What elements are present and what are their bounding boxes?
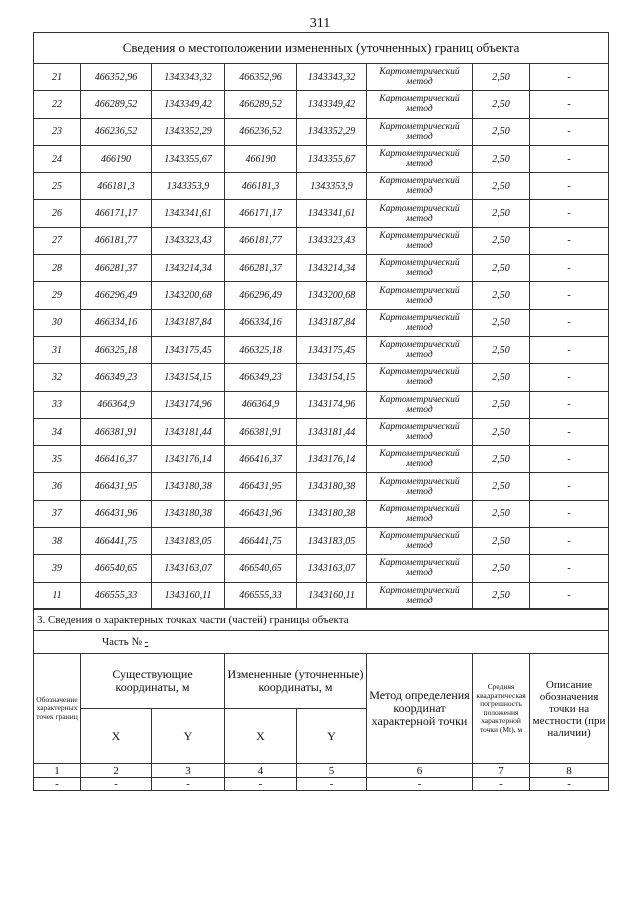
table-cell: 1343176,14 xyxy=(297,446,367,473)
table-cell: - xyxy=(530,418,609,445)
table-cell: 1343183,05 xyxy=(152,528,225,555)
table-title: Сведения о местоположении измененных (уточненных) границ объекта xyxy=(34,33,609,64)
table-row xyxy=(34,582,609,609)
table-cell: 466352,96 xyxy=(81,64,152,91)
table-cell: 11 xyxy=(34,582,81,609)
table-cell: 1343214,34 xyxy=(152,255,225,282)
table-cell: Картометрический метод xyxy=(367,309,473,336)
table-cell: - xyxy=(34,778,81,791)
table-cell: Картометрический метод xyxy=(367,391,473,418)
table-cell: 466181,77 xyxy=(225,227,297,254)
table-cell: - xyxy=(530,500,609,527)
table-row xyxy=(34,64,609,91)
table-cell: 2,50 xyxy=(473,282,530,309)
table-cell: 2,50 xyxy=(473,118,530,145)
header-x-existing: X xyxy=(81,709,152,764)
table-cell: - xyxy=(530,200,609,227)
table-cell: 1343187,84 xyxy=(152,309,225,336)
table-cell: 1343176,14 xyxy=(152,446,225,473)
table-cell: - xyxy=(530,778,609,791)
table-cell: 466289,52 xyxy=(81,91,152,118)
table-cell: 1343353,9 xyxy=(297,173,367,200)
column-number: 8 xyxy=(530,764,609,778)
column-number: 4 xyxy=(225,764,297,778)
table-cell: 2,50 xyxy=(473,255,530,282)
column-number: 5 xyxy=(297,764,367,778)
table-cell: - xyxy=(530,255,609,282)
table-cell: 466236,52 xyxy=(225,118,297,145)
table-row xyxy=(34,336,609,363)
table-cell: - xyxy=(152,778,225,791)
table-cell: 1343323,43 xyxy=(297,227,367,254)
header-x-changed: X xyxy=(225,709,297,764)
table-cell: 2,50 xyxy=(473,364,530,391)
table-cell: - xyxy=(367,778,473,791)
table-row xyxy=(34,91,609,118)
table-cell: 466416,37 xyxy=(81,446,152,473)
table-cell: 1343200,68 xyxy=(297,282,367,309)
table-cell: 466349,23 xyxy=(225,364,297,391)
table-cell: - xyxy=(225,778,297,791)
header-description: Описание обозначения точки на местности (при наличии) xyxy=(530,654,609,764)
table-row xyxy=(34,173,609,200)
table-cell: 1343163,07 xyxy=(152,555,225,582)
table-cell: - xyxy=(530,446,609,473)
table-cell: 32 xyxy=(34,364,81,391)
table-cell: 466190 xyxy=(81,145,152,172)
table-row xyxy=(34,555,609,582)
table-cell: 1343187,84 xyxy=(297,309,367,336)
page-number: 311 xyxy=(309,16,331,31)
table-cell: 1343175,45 xyxy=(297,336,367,363)
table-cell: 2,50 xyxy=(473,555,530,582)
table-cell: 1343180,38 xyxy=(297,473,367,500)
table-row xyxy=(34,500,609,527)
table-cell: 37 xyxy=(34,500,81,527)
table-cell: Картометрический метод xyxy=(367,555,473,582)
table-cell: 1343341,61 xyxy=(152,200,225,227)
table-cell: - xyxy=(530,173,609,200)
table-cell: - xyxy=(530,282,609,309)
table-cell: 466281,37 xyxy=(81,255,152,282)
table-cell: 466171,17 xyxy=(81,200,152,227)
table-cell: 466416,37 xyxy=(225,446,297,473)
table-cell: - xyxy=(530,473,609,500)
table-cell: 466540,65 xyxy=(225,555,297,582)
table-cell: 30 xyxy=(34,309,81,336)
table-row xyxy=(34,255,609,282)
table-row xyxy=(34,145,609,172)
boundary-points-table xyxy=(33,32,609,610)
table-cell: 26 xyxy=(34,200,81,227)
table-cell: - xyxy=(297,778,367,791)
column-number: 7 xyxy=(473,764,530,778)
table-cell: 29 xyxy=(34,282,81,309)
table-cell: 31 xyxy=(34,336,81,363)
table-cell: 1343183,05 xyxy=(297,528,367,555)
table-cell: 1343349,42 xyxy=(297,91,367,118)
table-cell: 21 xyxy=(34,64,81,91)
table-cell: 466364,9 xyxy=(225,391,297,418)
table-row xyxy=(34,227,609,254)
table-cell: - xyxy=(473,778,530,791)
table-cell: 2,50 xyxy=(473,64,530,91)
table-cell: 466181,3 xyxy=(225,173,297,200)
table-cell: 1343174,96 xyxy=(297,391,367,418)
table-cell: 22 xyxy=(34,91,81,118)
table-cell: 2,50 xyxy=(473,473,530,500)
table-cell: - xyxy=(530,64,609,91)
header-y-existing: Y xyxy=(152,709,225,764)
table-cell: 1343175,45 xyxy=(152,336,225,363)
table-cell: 1343154,15 xyxy=(152,364,225,391)
table-cell: Картометрический метод xyxy=(367,64,473,91)
table-cell: 35 xyxy=(34,446,81,473)
table-cell: - xyxy=(530,118,609,145)
table-cell: 2,50 xyxy=(473,418,530,445)
table-cell: 2,50 xyxy=(473,528,530,555)
part-label: Часть № xyxy=(102,636,142,648)
table-cell: Картометрический метод xyxy=(367,582,473,609)
table-cell: 34 xyxy=(34,418,81,445)
table-cell: 1343341,61 xyxy=(297,200,367,227)
table-row xyxy=(34,118,609,145)
table-row xyxy=(34,282,609,309)
table-cell: - xyxy=(530,364,609,391)
table-cell: 1343163,07 xyxy=(297,555,367,582)
table-cell: Картометрический метод xyxy=(367,446,473,473)
table-cell: 1343160,11 xyxy=(297,582,367,609)
part-value: - xyxy=(144,636,149,648)
table-cell: 466190 xyxy=(225,145,297,172)
section-title: 3. Сведения о характерных точках части (частей) границы объекта xyxy=(34,609,609,631)
table-cell: 1343349,42 xyxy=(152,91,225,118)
column-number: 1 xyxy=(34,764,81,778)
table-row xyxy=(34,473,609,500)
table-cell: 24 xyxy=(34,145,81,172)
table-cell: 27 xyxy=(34,227,81,254)
table-row xyxy=(34,446,609,473)
column-number: 3 xyxy=(152,764,225,778)
table-cell: 2,50 xyxy=(473,227,530,254)
table-cell: 466181,77 xyxy=(81,227,152,254)
table-cell: Картометрический метод xyxy=(367,418,473,445)
header-y-changed: Y xyxy=(297,709,367,764)
table-cell: 1343352,29 xyxy=(152,118,225,145)
header-existing-coords: Существующие координаты, м xyxy=(81,654,225,709)
table-cell: 466289,52 xyxy=(225,91,297,118)
table-cell: 466334,16 xyxy=(225,309,297,336)
table-cell: Картометрический метод xyxy=(367,255,473,282)
table-cell: 2,50 xyxy=(473,500,530,527)
table-row xyxy=(34,418,609,445)
table-row xyxy=(34,778,609,791)
table-row xyxy=(34,391,609,418)
table-cell: 466540,65 xyxy=(81,555,152,582)
table-cell: - xyxy=(530,91,609,118)
table-cell: 39 xyxy=(34,555,81,582)
table-cell: Картометрический метод xyxy=(367,364,473,391)
table-cell: 1343154,15 xyxy=(297,364,367,391)
table-cell: - xyxy=(530,555,609,582)
table-cell: 23 xyxy=(34,118,81,145)
table-cell: 1343200,68 xyxy=(152,282,225,309)
header-method: Метод определения координат характерной точки xyxy=(367,654,473,764)
table-cell: 1343180,38 xyxy=(152,500,225,527)
table-cell: 466441,75 xyxy=(81,528,152,555)
column-number: 2 xyxy=(81,764,152,778)
table-cell: - xyxy=(530,582,609,609)
table-cell: 1343353,9 xyxy=(152,173,225,200)
table-cell: 1343180,38 xyxy=(297,500,367,527)
table-cell: 1343180,38 xyxy=(152,473,225,500)
table-cell: 1343343,32 xyxy=(152,64,225,91)
header-changed-coords: Измененные (уточненные) координаты, м xyxy=(225,654,367,709)
table-cell: 466181,3 xyxy=(81,173,152,200)
table-cell: 466431,96 xyxy=(81,500,152,527)
table-cell: 1343355,67 xyxy=(297,145,367,172)
table-cell: - xyxy=(530,336,609,363)
table-cell: 2,50 xyxy=(473,336,530,363)
header-accuracy: Средняя квадратическая погрешность положения характерной точки (Mt), м xyxy=(473,654,530,764)
table-cell: Картометрический метод xyxy=(367,473,473,500)
table-row xyxy=(34,364,609,391)
table-cell: Картометрический метод xyxy=(367,200,473,227)
table-cell: 466296,49 xyxy=(225,282,297,309)
table-cell: 466431,95 xyxy=(81,473,152,500)
column-numbers-row xyxy=(34,764,609,778)
table-cell: - xyxy=(81,778,152,791)
table-cell: 1343355,67 xyxy=(152,145,225,172)
table-cell: Картометрический метод xyxy=(367,227,473,254)
table-cell: - xyxy=(530,391,609,418)
table-cell: Картометрический метод xyxy=(367,282,473,309)
table-cell: 466381,91 xyxy=(225,418,297,445)
table-cell: 2,50 xyxy=(473,145,530,172)
table-cell: Картометрический метод xyxy=(367,91,473,118)
table-cell: 1343323,43 xyxy=(152,227,225,254)
table-cell: 466325,18 xyxy=(81,336,152,363)
table-cell: 466441,75 xyxy=(225,528,297,555)
table-cell: 28 xyxy=(34,255,81,282)
table-cell: 2,50 xyxy=(473,91,530,118)
table-cell: 466334,16 xyxy=(81,309,152,336)
table-cell: Картометрический метод xyxy=(367,145,473,172)
table-cell: 466431,95 xyxy=(225,473,297,500)
table-cell: 466236,52 xyxy=(81,118,152,145)
table-cell: 466171,17 xyxy=(225,200,297,227)
table-cell: 2,50 xyxy=(473,391,530,418)
table-cell: 466281,37 xyxy=(225,255,297,282)
table-cell: 1343343,32 xyxy=(297,64,367,91)
table-cell: Картометрический метод xyxy=(367,336,473,363)
table-cell: 33 xyxy=(34,391,81,418)
table-cell: 466381,91 xyxy=(81,418,152,445)
table-cell: Картометрический метод xyxy=(367,500,473,527)
table-cell: 1343174,96 xyxy=(152,391,225,418)
table-cell: - xyxy=(530,309,609,336)
table-cell: 2,50 xyxy=(473,446,530,473)
header-point-designation: Обозначение характерных точек границ xyxy=(34,654,81,764)
table-row xyxy=(34,528,609,555)
table-cell: 466352,96 xyxy=(225,64,297,91)
table-cell: Картометрический метод xyxy=(367,118,473,145)
table-cell: 466296,49 xyxy=(81,282,152,309)
table-cell: Картометрический метод xyxy=(367,173,473,200)
table-cell: Картометрический метод xyxy=(367,528,473,555)
table-cell: 2,50 xyxy=(473,200,530,227)
table-cell: 1343352,29 xyxy=(297,118,367,145)
table-cell: 2,50 xyxy=(473,582,530,609)
table-cell: - xyxy=(530,528,609,555)
table-cell: 1343214,34 xyxy=(297,255,367,282)
table-cell: 466555,33 xyxy=(81,582,152,609)
column-number: 6 xyxy=(367,764,473,778)
table-cell: 466555,33 xyxy=(225,582,297,609)
table-cell: - xyxy=(530,145,609,172)
table-cell: 1343181,44 xyxy=(152,418,225,445)
table-cell: 2,50 xyxy=(473,309,530,336)
table-row xyxy=(34,309,609,336)
table-cell: 466349,23 xyxy=(81,364,152,391)
table-cell: - xyxy=(530,227,609,254)
table-cell: 1343160,11 xyxy=(152,582,225,609)
table-row xyxy=(34,200,609,227)
table-cell: 2,50 xyxy=(473,173,530,200)
table-cell: 466364,9 xyxy=(81,391,152,418)
part-points-table xyxy=(33,608,609,791)
table-cell: 38 xyxy=(34,528,81,555)
table-cell: 25 xyxy=(34,173,81,200)
table-cell: 466431,96 xyxy=(225,500,297,527)
table-cell: 1343181,44 xyxy=(297,418,367,445)
part-row xyxy=(34,631,609,654)
table-cell: 466325,18 xyxy=(225,336,297,363)
table-cell: 36 xyxy=(34,473,81,500)
